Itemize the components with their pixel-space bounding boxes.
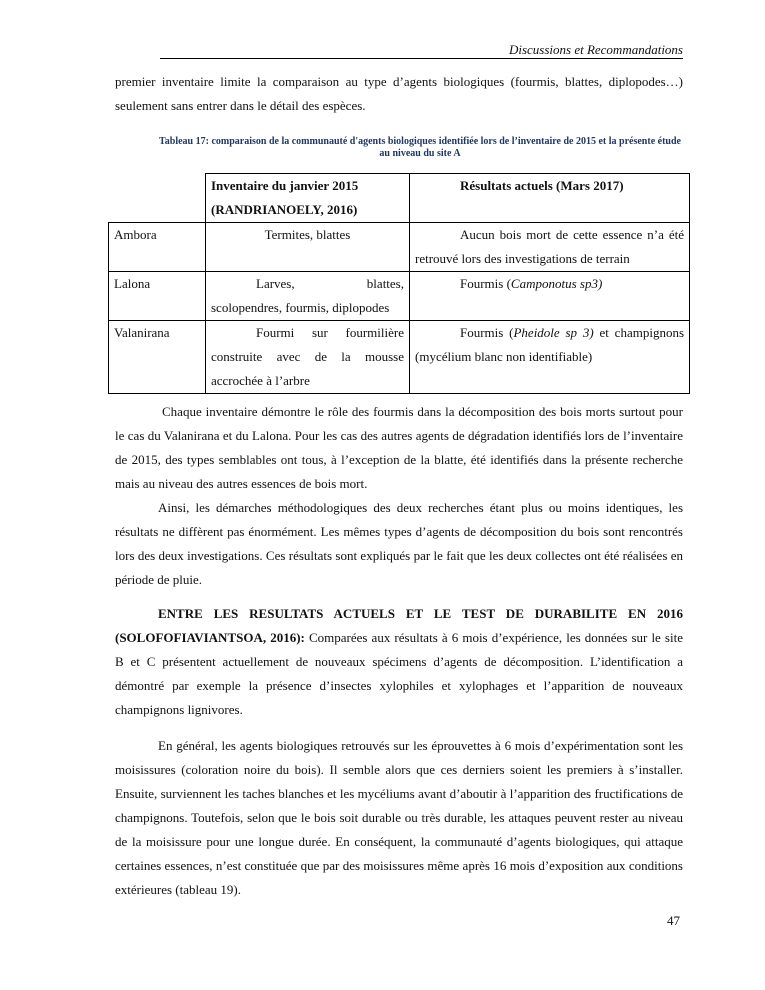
actuel-cell [410, 272, 690, 321]
inventaire-cell: Fourmi sur fourmilière construite avec de la mousse accrochée à l’arbre [206, 321, 410, 394]
actuel-text: Fourmis ( [460, 325, 514, 340]
actuel-cell: Aucun bois mort de cette essence n’a été retrouvé lors des investigations de terrain [410, 223, 690, 272]
paragraph-3-text: Comparées aux résultats à 6 mois d’expérience, les données sur le site B et C présentent actuellement de nouveaux spécimens d’agents de décomposition. L’identification a démontré par exemple la présence d’insectes xylophiles et xylophages et l’apparition de nouveaux champignons lignivores. [115, 630, 683, 717]
header-resultats-actuels: Résultats actuels (Mars 2017) [410, 174, 690, 223]
paragraph-3 [115, 602, 683, 722]
section-heading: ENTRE LES RESULTATS ACTUELS ET LE TEST DE DURABILITE EN 2016 (SOLOFOFIAVIANTSOA, 2016): [115, 606, 683, 645]
header-divider [160, 58, 683, 59]
site-cell: Ambora [109, 223, 206, 272]
site-cell: Lalona [109, 272, 206, 321]
paragraph-2: Ainsi, les démarches méthodologiques des deux recherches étant plus ou moins identiques, les résultats ne diffèrent pas énormément. Les mêmes types d’agents de décomposition du bois sont rencontrés lors des deux investigations. Ces résultats sont expliqués par le fait que les deux collectes ont été réalisées en période de pluie. [115, 500, 683, 587]
table-caption: Tableau 17: comparaison de la communauté d'agents biologiques identifiée lors de l’inventaire de 2015 et la présente étude au niveau du site A [159, 136, 681, 159]
page-number: 47 [667, 913, 680, 928]
body-paragraphs [115, 400, 683, 592]
table-row [109, 272, 690, 321]
actuel-text: Fourmis ( [460, 276, 511, 291]
header-empty-cell [109, 174, 206, 223]
header-inventaire-2015 [206, 174, 410, 223]
intro-line-1: premier inventaire limite la comparaison au type d’agents biologiques (fourmis, blattes, diplopodes…) [115, 74, 683, 89]
running-header: Discussions et Recommandations [508, 42, 683, 57]
paragraph-4-text: En général, les agents biologiques retrouvés sur les éprouvettes à 6 mois d’expérimentation sont les moisissures (coloration noire du bois). Il semble alors que ces derniers soient les premiers à s’installer. Ensuite, surviennent les taches blanches et les mycéliums avant d’aboutir à l’apparition des fructifications de champignons. Toutefois, selon que le bois soit durable ou très durable, les attaques peuvent rester au niveau de la moisissure pour une longue durée. En conséquent, la communauté d’agents biologiques, qui attaque certaines essences, n’est constituée que par des moisissures même après 16 mois d’exposition aux conditions extérieures (tableau 19). [115, 738, 683, 897]
intro-paragraph [115, 70, 683, 118]
site-cell: Valanirana [109, 321, 206, 394]
inventaire-cell: Larves, blattes, scolopendres, fourmis, diplopodes [206, 272, 410, 321]
species-name: Camponotus sp3) [510, 276, 603, 291]
header-inventaire-title: Inventaire du janvier 2015 [211, 178, 359, 193]
inventaire-cell: Termites, blattes [206, 223, 410, 272]
paragraph-1: Chaque inventaire démontre le rôle des fourmis dans la décomposition des bois morts surtout pour le cas du Valanirana et du Lalona. Pour les cas des autres agents de dégradation identifiés lors de l’inventaire de 2015, des types semblables ont tous, à l’exception de la blatte, été identifiés dans la présente recherche mais au niveau des autres essences de bois mort. [115, 404, 683, 491]
comparison-table [108, 173, 690, 394]
species-name: Pheidole sp 3) [513, 325, 594, 340]
paragraph-4 [115, 734, 683, 902]
table-row [109, 223, 690, 272]
actuel-cell [410, 321, 690, 394]
table-row [109, 321, 690, 394]
table-header-row [109, 174, 690, 223]
header-inventaire-ref: (RANDRIANOELY, 2016) [211, 202, 358, 217]
intro-line-2: seulement sans entrer dans le détail des espèces. [115, 98, 366, 113]
actuel-text-end: et champignons (mycélium blanc non identifiable) [415, 325, 684, 364]
